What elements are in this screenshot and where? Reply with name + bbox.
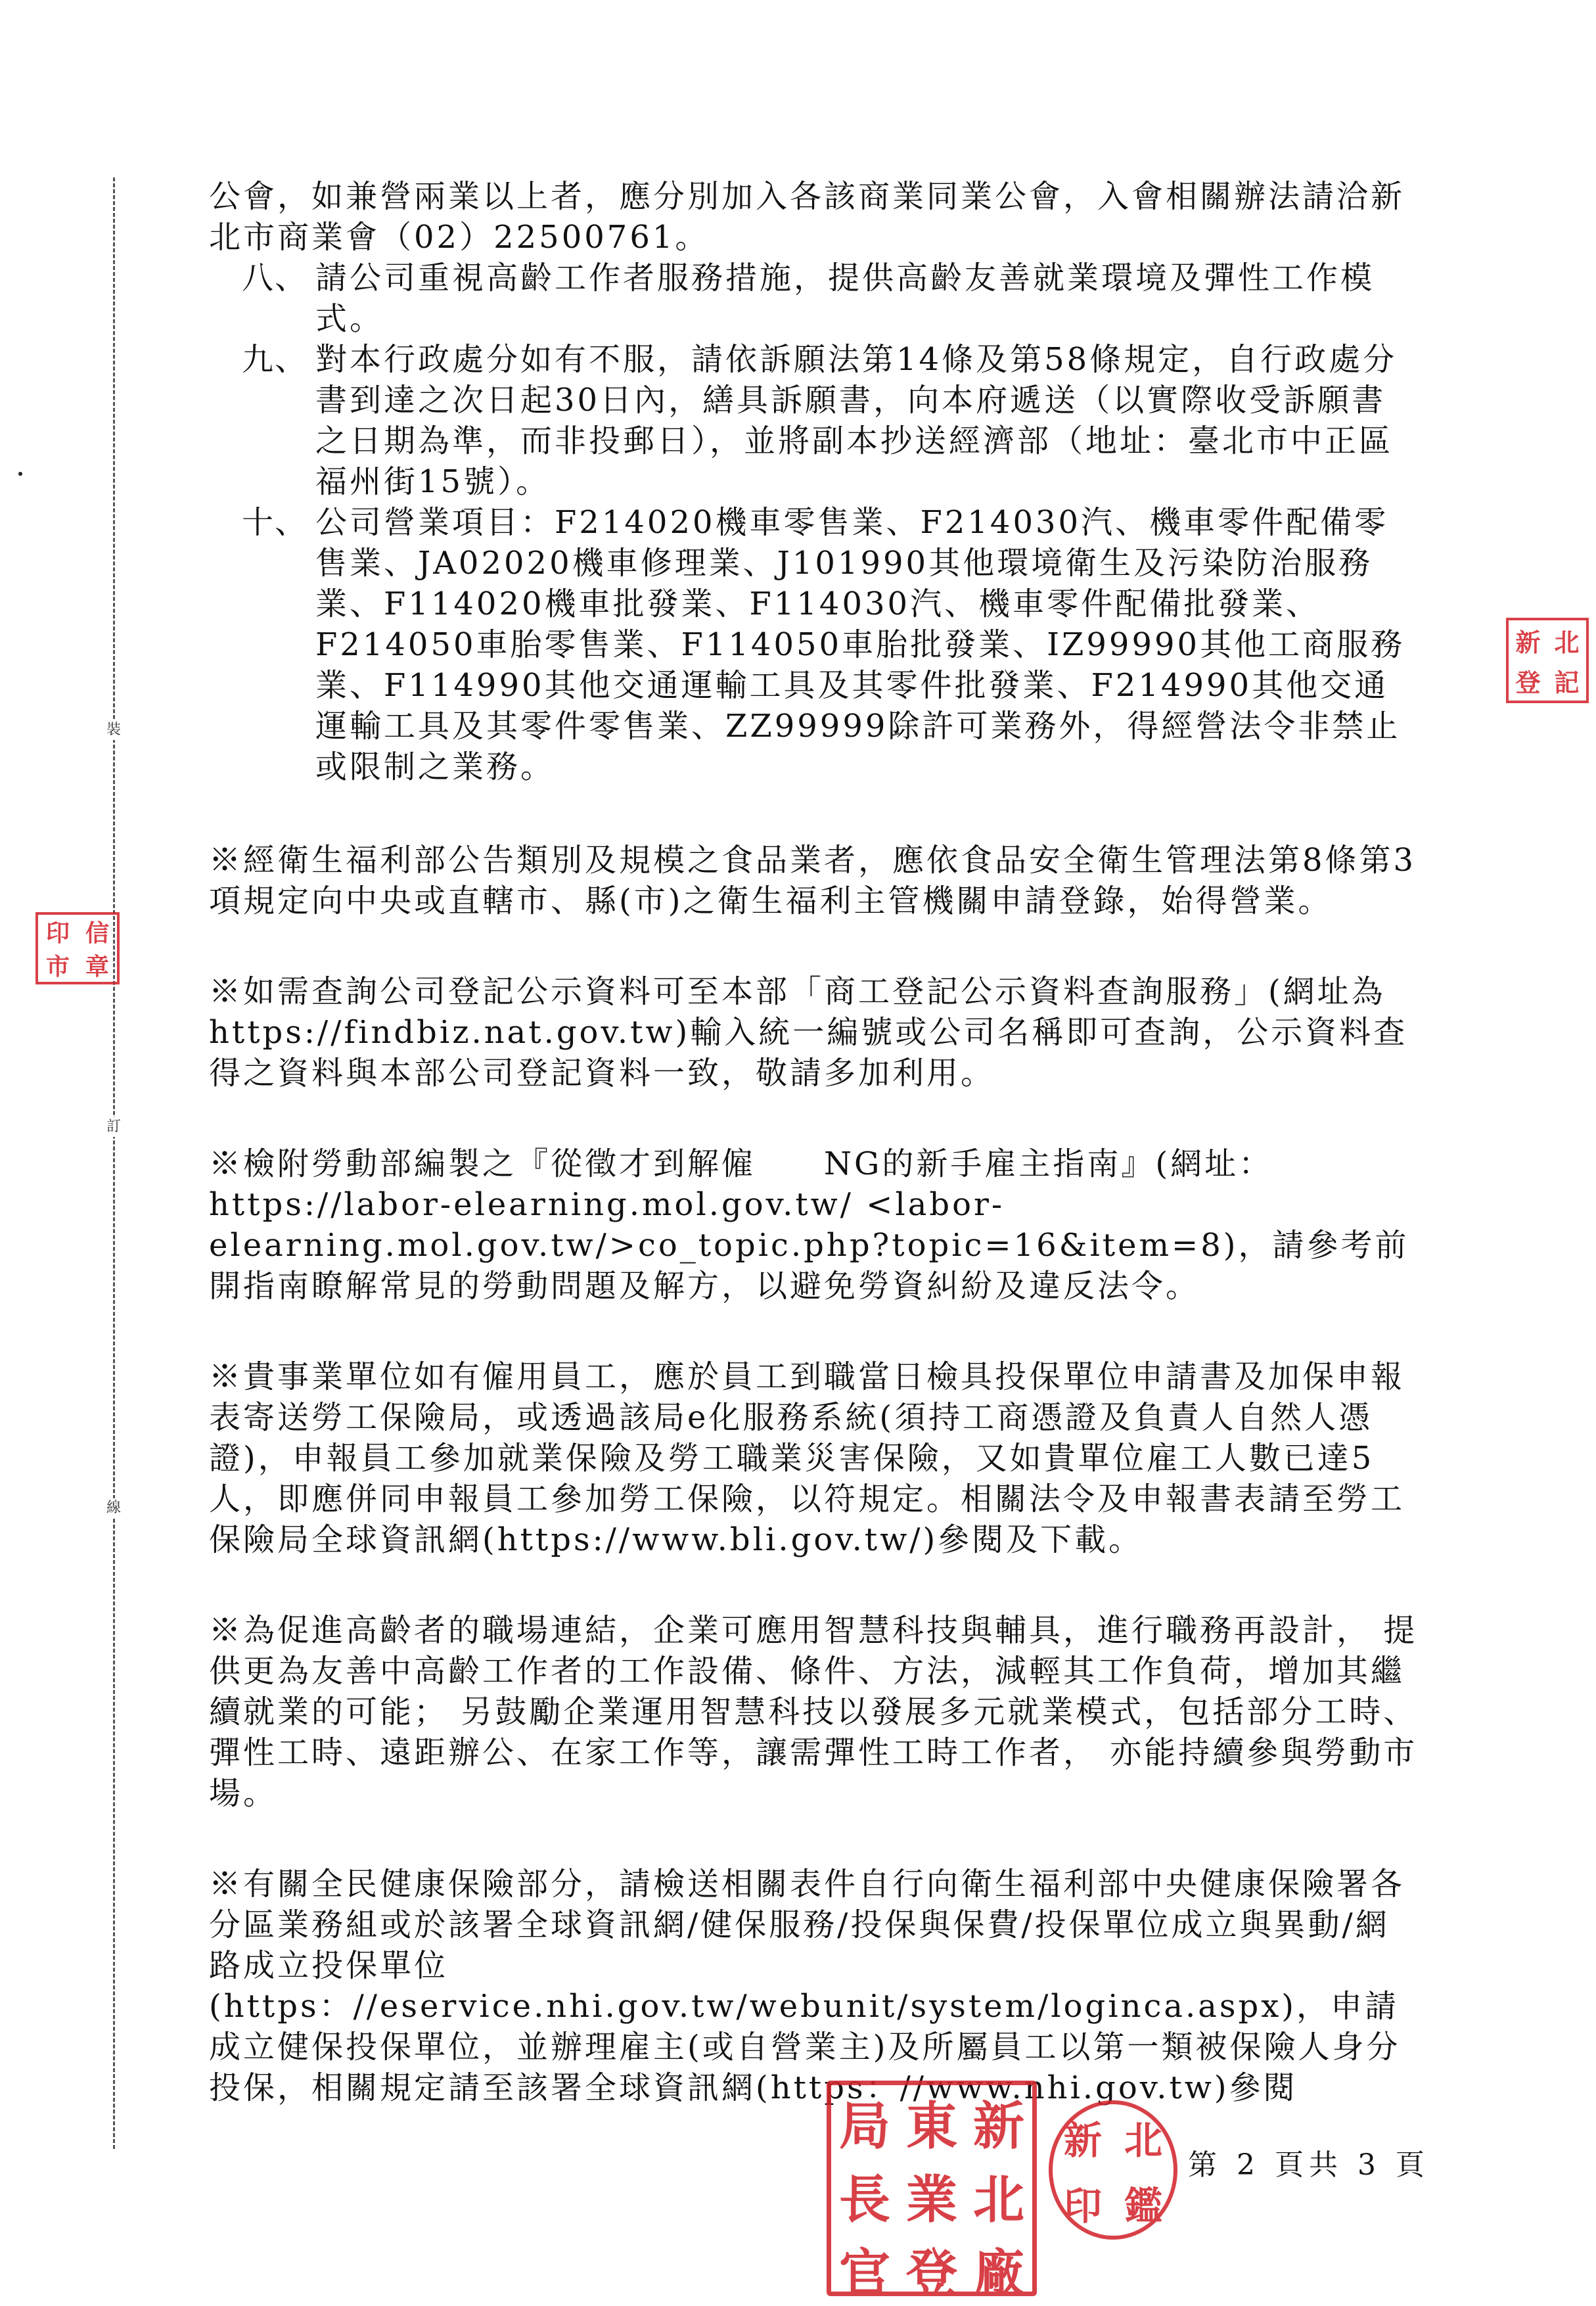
note-employer-guide: ※檢附勞動部編製之『從徵才到解僱 NG的新手雇主指南』(網址：https://labor-elearning.mol.gov.tw/ <labor-elearning.mol.gov.tw/>co_topic.php?topic=16&item=8)，請參考前開指南瞭解常見的勞動問題及解方，以避免勞資糾紛及違反法令。 — [209, 1145, 1409, 1304]
small-seal-left: 印 信 市 章 — [35, 912, 120, 984]
official-round-seal: 新 北 印 鑑 — [1049, 2100, 1177, 2240]
list-item-continuation — [209, 176, 1418, 258]
item-text: 公司營業項目：F214020機車零售業、F214030汽、機車零件配備零售業、JA02020機車修理業、J101990其他環境衛生及污染防治服務業、F114020機車批發業、F114030汽、機車零件配備批發業、F214050車胎零售業、F114050車胎批發業、IZ99990其他工商服務業、F114990其他交通運輸工具及其零件批發業、F214990其他交通運輸工具及其零件零售業、ZZ99999除許可業務外，得經營法令非禁止或限制之業務。 — [315, 504, 1405, 785]
item-number: 九、 — [242, 341, 308, 378]
item-text: 公會，如兼營兩業以上者，應分別加入各該商業同業公會，入會相關辦法請洽新北市商業會（02）22500761。 — [209, 178, 1405, 256]
note-company-registry-lookup: ※如需查詢公司登記公示資料可至本部「商工登記公示資料查詢服務」(網址為https://findbiz.nat.gov.tw)輸入統一編號或公司名稱即可查詢，公示資料查得之資料與本部公司登記資料一致，敬請多加利用。 — [209, 973, 1408, 1092]
binding-label-middle: 訂 — [104, 1117, 124, 1137]
small-seal-right: 新 北 登 記 — [1506, 618, 1589, 703]
scan-speck — [18, 472, 22, 476]
list-item-9 — [209, 339, 1418, 502]
document-body — [209, 176, 1418, 2158]
note-senior-workers: ※為促進高齡者的職場連結，企業可應用智慧科技與輔具，進行職務再設計， 提供更為友善中高齡工作者的工作設備、條件、方法，減輕其工作負荷，增加其繼續就業的可能； 另鼓勵企業運用智慧科技以發展多元就業模式，包括部分工時、彈性工時、遠距辦公、在家工作等，讓需彈性工時工作者， 亦能持續參與勞動市場。 — [209, 1612, 1418, 1812]
item-number: 十、 — [242, 504, 308, 541]
official-square-seal: 局 東 新 長 業 北 官 登 廠 — [827, 2081, 1037, 2296]
binding-label-bottom: 線 — [104, 1498, 124, 1518]
item-text: 對本行政處分如有不服，請依訴願法第14條及第58條規定，自行政處分書到達之次日起30日內，繕具訴願書，向本府遞送（以實際收受訴願書之日期為準，而非投郵日），並將副本抄送經濟部（地址：臺北市中正區福州街15號）。 — [315, 341, 1398, 500]
list-item-8 — [209, 258, 1418, 339]
note-food-registration: ※經衛生福利部公告類別及規模之食品業者，應依食品安全衛生管理法第8條第3項規定向中央或直轄市、縣(市)之衛生福利主管機關申請登錄，始得營業。 — [209, 842, 1417, 919]
list-item-10 — [209, 502, 1418, 787]
note-labor-insurance: ※貴事業單位如有僱用員工，應於員工到職當日檢具投保單位申請書及加保申報表寄送勞工保險局，或透過該局e化服務系統(須持工商憑證及負責人自然人憑證)，申報員工參加就業保險及勞工職業災害保險，又如貴單位雇工人數已達5人，即應併同申報員工參加勞工保險，以符規定。相關法令及申報書表請至勞工保險局全球資訊網(https://www.bli.gov.tw/)參閱及下載。 — [209, 1358, 1405, 1558]
item-text: 請公司重視高齡工作者服務措施，提供高齡友善就業環境及彈性工作模式。 — [315, 260, 1375, 337]
binding-line — [113, 177, 115, 2149]
note-health-insurance: ※有關全民健康保險部分，請檢送相關表件自行向衛生福利部中央健康保險署各分區業務組或於該署全球資訊網/健保服務/投保與保費/投保單位成立與異動/網路成立投保單位(https：//eservice.nhi.gov.tw/webunit/system/loginca.aspx)，申請成立健保投保單位，並辦理雇主(或自營業主)及所屬員工以第一類被保險人身分投保，相關規定請至該署全球資訊網(https：//www.nhi.gov.tw)參閱 — [209, 1866, 1405, 2106]
binding-label-top: 裝 — [104, 720, 124, 740]
page-number: 第 2 頁共 3 頁 — [1188, 2148, 1430, 2182]
item-number: 八、 — [242, 260, 308, 296]
